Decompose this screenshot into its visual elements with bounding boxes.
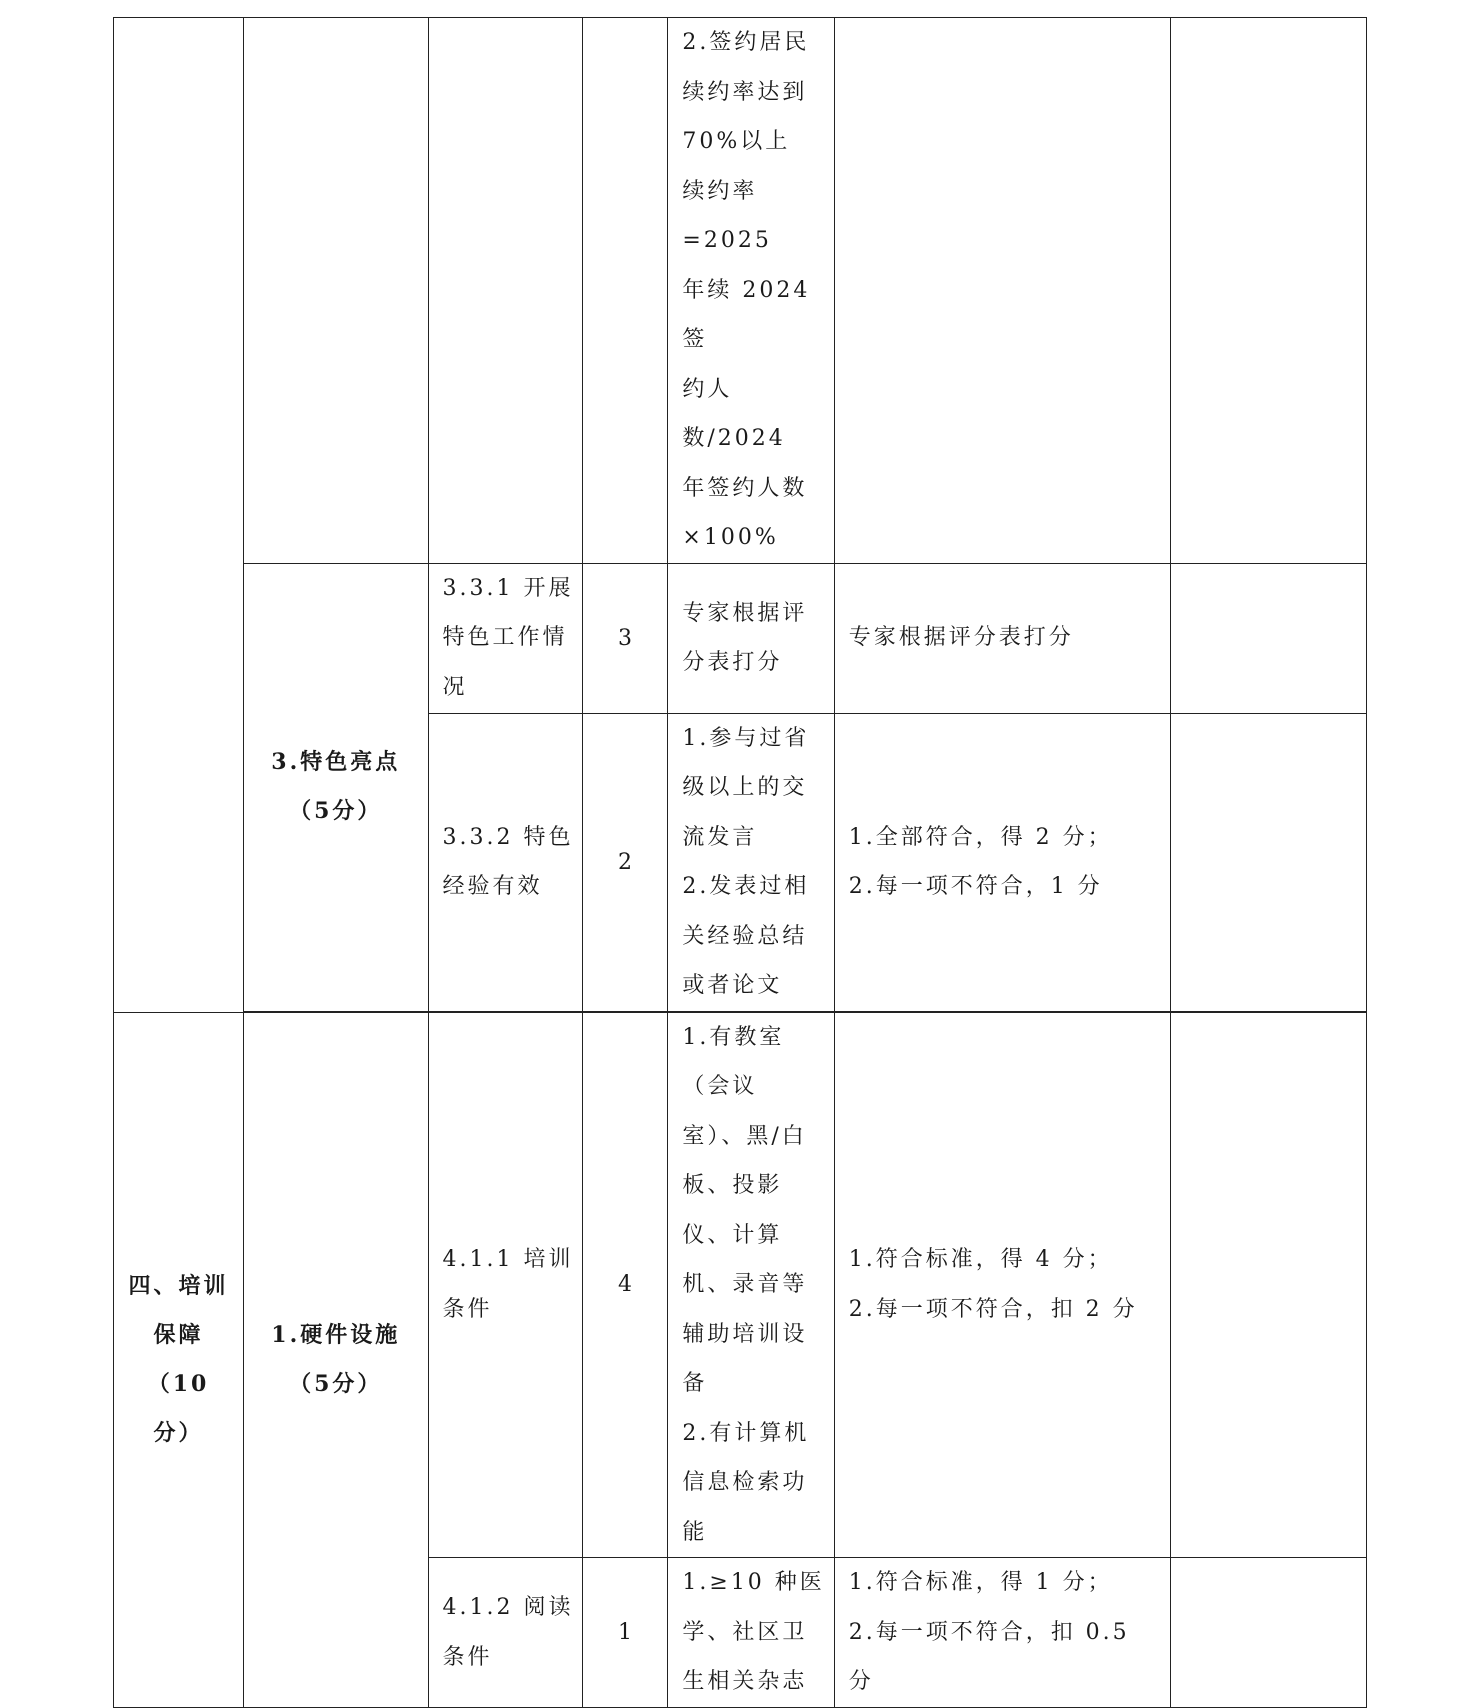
subcategory-cell-continued: [244, 18, 428, 564]
score-cell: [582, 563, 668, 713]
score-value: 3: [618, 625, 633, 651]
remark-cell: [1171, 563, 1367, 713]
table-row: [114, 563, 1367, 713]
criteria-text: 1.参与过省 级以上的交 流发言 2.发表过相 关经验总结 或者论文: [682, 725, 810, 998]
criteria-cell: [668, 563, 834, 713]
remark-cell: [1171, 713, 1367, 1011]
subcategory-cell: [244, 563, 428, 1011]
criteria-text: 1.≥10 种医 学、社区卫 生相关杂志: [682, 1570, 825, 1695]
method-cell: [834, 563, 1171, 713]
score-cell: [582, 1558, 668, 1708]
method-cell-continued: [834, 18, 1171, 564]
category-label: 四、培训 保障 （10 分）: [128, 1272, 229, 1446]
criteria-text: 1.有教室 （会议 室）、黑/白 板、投影 仪、计算 机、录音等 辅助培训设 备 2.有计算机 信息检索功 能: [682, 1024, 810, 1545]
method-cell: [834, 1012, 1171, 1558]
method-text: 1.全部符合，得 2 分； 2.每一项不符合，1 分: [848, 824, 1113, 899]
subcategory-label: 3.特色亮点 （5分）: [271, 749, 401, 824]
item-name: 4.1.1 培训 条件: [442, 1247, 574, 1322]
method-text: 1.符合标准，得 4 分； 2.每一项不符合，扣 2 分: [848, 1247, 1138, 1322]
criteria-text: 2.签约居民 续约率达到 70%以上 续约率=2025 年续 2024 签 约人数/2024 年签约人数 ×100%: [682, 30, 811, 550]
score-cell: [582, 713, 668, 1011]
item-name: 3.3.2 特色 经验有效: [442, 824, 574, 899]
item-cell: [428, 563, 582, 713]
method-cell: [834, 713, 1171, 1011]
table-row: [114, 1012, 1367, 1558]
method-text: 1.符合标准，得 1 分； 2.每一项不符合，扣 0.5 分: [848, 1570, 1130, 1695]
category-cell: [114, 1012, 244, 1708]
table-row: [114, 18, 1367, 564]
score-value: 4: [618, 1272, 633, 1298]
item-name: 4.1.2 阅读 条件: [442, 1595, 574, 1670]
criteria-cell: [668, 1012, 834, 1558]
criteria-cell: [668, 1558, 834, 1708]
score-value: 2: [618, 849, 633, 875]
item-cell: [428, 1012, 582, 1558]
method-text: 专家根据评分表打分: [848, 625, 1074, 651]
evaluation-table: [113, 17, 1367, 1708]
item-cell-continued: [428, 18, 582, 564]
item-cell: [428, 713, 582, 1011]
remark-cell: [1171, 1558, 1367, 1708]
remark-cell: [1171, 18, 1367, 564]
subcategory-label: 1.硬件设施 （5分）: [271, 1321, 401, 1397]
score-value: 1: [618, 1620, 633, 1645]
criteria-cell: [668, 18, 834, 564]
subcategory-cell: [244, 1012, 428, 1708]
criteria-text: 专家根据评 分表打分: [682, 600, 808, 675]
score-cell: [582, 1012, 668, 1558]
category-cell-top: [114, 18, 244, 1013]
score-cell-continued: [582, 18, 668, 564]
item-cell: [428, 1558, 582, 1708]
item-name: 3.3.1 开展 特色工作情 况: [442, 575, 574, 700]
remark-cell: [1171, 1012, 1367, 1558]
criteria-cell: [668, 713, 834, 1011]
method-cell: [834, 1558, 1171, 1708]
